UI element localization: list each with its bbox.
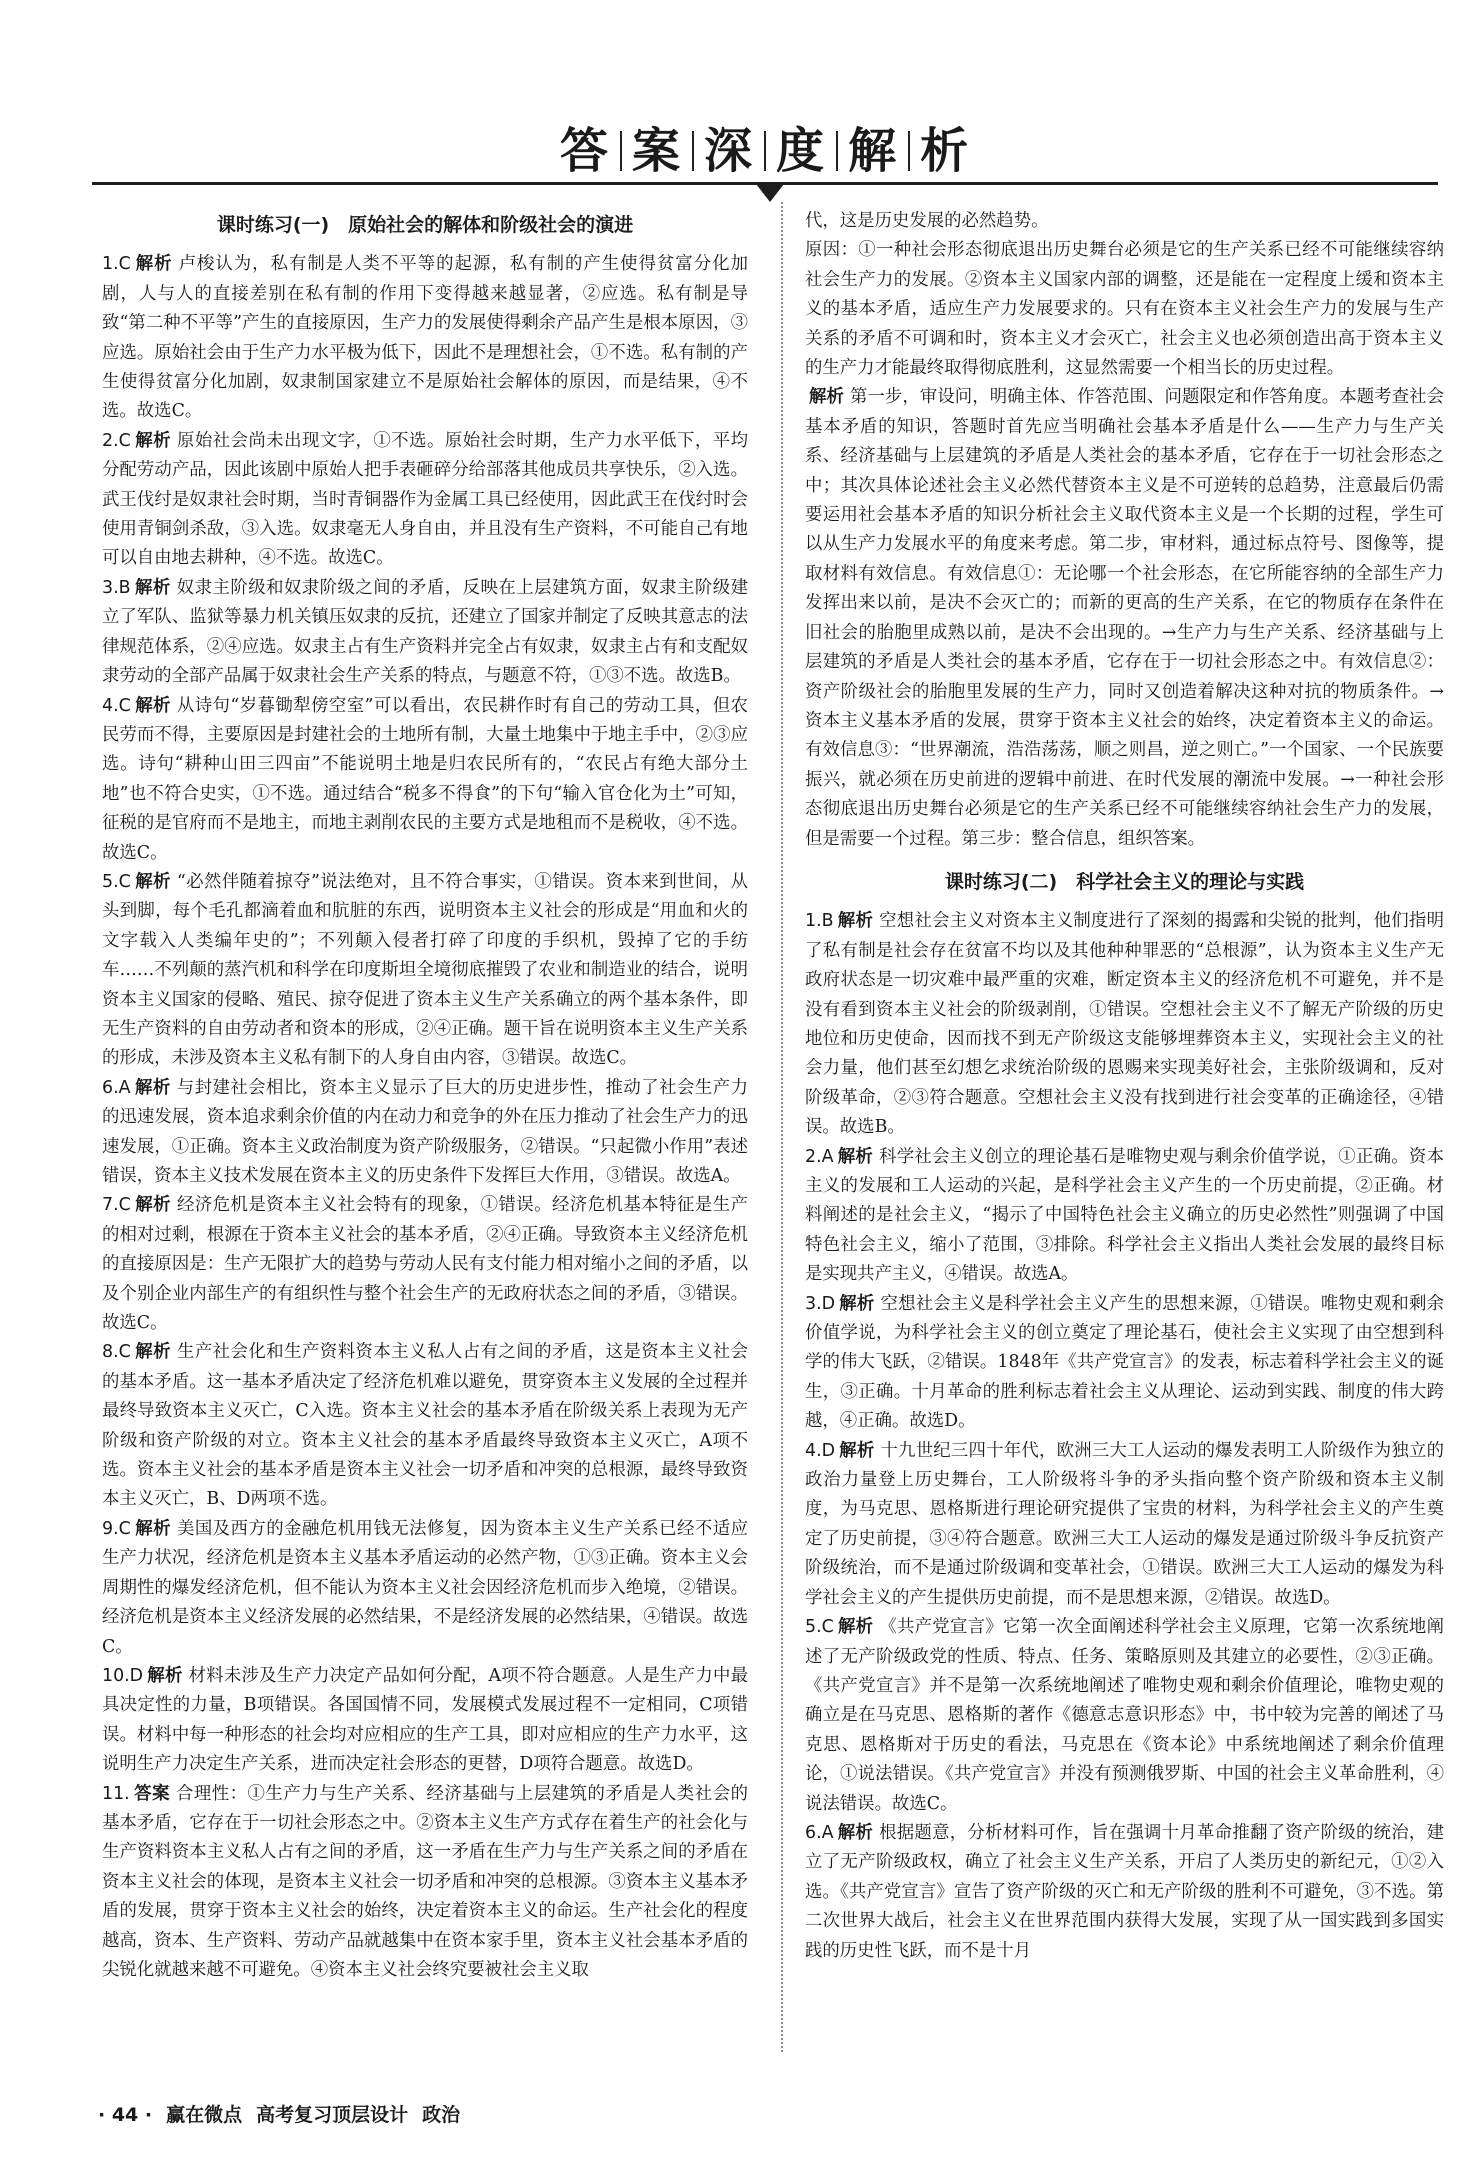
item-label: 解析 xyxy=(134,1342,171,1363)
item-number: 3.D xyxy=(805,1293,835,1314)
item-text: 生产社会化和生产资料资本主义私人占有之间的矛盾，这是资本主义社会的基本矛盾。这一基本矛盾决定了经济危机难以避免，贯穿资本主义发展的全过程并最终导致资本主义灭亡，C入选。资本主义社会的基本矛盾在阶级关系上表现为无产阶级和资产阶级的对立。资本主义社会的基本矛盾最终导致资本主义灭亡，A项不选。资本主义社会的基本矛盾是资本主义社会一切矛盾和冲突的总根源，最终导致资本主义灭亡，B、D两项不选。 xyxy=(102,1342,748,1510)
item-number: 1.B xyxy=(805,911,834,932)
item-number: 1.C xyxy=(102,254,131,275)
item-text: 与封建社会相比，资本主义显示了巨大的历史进步性，推动了社会生产力的迅速发展，资本追求剩余价值的内在动力和竞争的外在压力推动了社会生产力的迅速发展，①正确。资本主义政治制度为资产阶级服务，②错误。“只起微小作用”表述错误，资本主义技术发展在资本主义的历史条件下发挥巨大作用，③错误。故选A。 xyxy=(102,1077,748,1186)
answer-item xyxy=(805,1290,1444,1437)
item-text: 科学社会主义创立的理论基石是唯物史观与剩余价值学说，①正确。资本主义的发展和工人运动的兴起，是科学社会主义产生的一个历史前提，②正确。材料阐述的是社会主义，“揭示了中国特色社会主义确立的历史必然性”则强调了中国特色社会主义，缩小了范围，③排除。科学社会主义指出人类社会发展的最终目标是实现共产主义，④错误。故选A。 xyxy=(805,1146,1444,1285)
item-number: 10.D xyxy=(102,1665,144,1686)
title-char: 深 xyxy=(704,123,755,179)
item-label: 解析 xyxy=(838,1440,875,1461)
item-number: 6.A xyxy=(805,1822,834,1843)
page-footer xyxy=(98,2100,474,2127)
title-separator xyxy=(836,131,838,171)
item-label: 答案 xyxy=(133,1783,170,1804)
item-number: 2.C xyxy=(102,430,131,451)
item-text: 材料未涉及生产力决定产品如何分配，A项不符合题意。人是生产力中最具决定性的力量，B项错误。各国国情不同，发展模式发展过程不一定相同，C项错误。材料中每一种形态的社会均对应相应的生产工具，即对应相应的生产力水平，这说明生产力决定生产关系，进而决定社会形态的更替，D项符合题意。故选D。 xyxy=(102,1665,748,1775)
item-text: 原始社会尚未出现文字，①不选。原始社会时期，生产力水平低下，平均分配劳动产品，因此该剧中原始人把手表砸碎分给部落其他成员共享快乐，②入选。武王伐纣是奴隶社会时期，当时青铜器作为金属工具已经使用，因此武王在伐纣时会使用青铜剑杀敌，③入选。奴隶毫无人身自由，并且没有生产资料，不可能自己有地可以自由地去耕种，④不选。故选C。 xyxy=(102,430,748,569)
answer-item xyxy=(102,574,748,692)
title-char: 解 xyxy=(848,123,899,179)
item-label: 解析 xyxy=(837,1617,874,1638)
page-header xyxy=(0,0,1476,200)
item-number: 4.C xyxy=(102,695,131,716)
analysis-paragraph xyxy=(805,383,1444,854)
item-text: 《共产党宣言》它第一次全面阐述科学社会主义原理，它第一次系统地阐述了无产阶级政党的性质、特点、任务、策略原则及其建立的必要性，②③正确。《共产党宣言》并不是第一次系统地阐述了唯物史观和剩余价值理论，唯物史观的确立是在马克思、恩格斯的著作《德意志意识形态》中，书中较为完善的阐述了马克思、恩格斯对于历史的看法，马克思在《资本论》中系统地阐述了剩余价值理论，①说法错误。《共产党宣言》并没有预测俄罗斯、中国的社会主义革命胜利，④说法错误。故选C。 xyxy=(805,1617,1444,1814)
item-label: 解析 xyxy=(809,387,844,408)
answer-item xyxy=(102,250,748,426)
item-text: 空想社会主义对资本主义制度进行了深刻的揭露和尖锐的批判，他们指明了私有制是社会存在贫富不均以及其他种种罪恶的“总根源”，认为资本主义生产无政府状态是一切灾难中最严重的灾难，断定资本主义的经济危机不可避免，并不是没有看到资本主义社会的阶级剥削，①错误。空想社会主义不了解无产阶级的历史地位和历史使命，因而找不到无产阶级这支能够埋葬资本主义，实现社会主义的社会力量，他们甚至幻想乞求统治阶级的恩赐来实现美好社会，主张阶级调和，反对阶级革命，②③符合题意。空想社会主义没有找到进行社会变革的正确途径，④错误。故选B。 xyxy=(805,911,1444,1138)
answer-item xyxy=(102,868,748,1074)
item-label: 解析 xyxy=(134,871,171,892)
title-char: 答 xyxy=(560,123,611,179)
item-number: 3.B xyxy=(102,577,131,598)
item-label: 解析 xyxy=(134,1077,171,1098)
item-number: 4.D xyxy=(805,1440,835,1461)
left-column xyxy=(102,207,748,1985)
item-label: 解析 xyxy=(837,911,874,932)
item-text: 经济危机是资本主义社会特有的现象，①错误。经济危机基本特征是生产的相对过剩，根源在于资本主义社会的基本矛盾，②④正确。导致资本主义经济危机的直接原因是：生产无限扩大的趋势与劳动人民有支付能力相对缩小之间的矛盾，以及个别企业内部生产的有组织性与整个社会生产的无政府状态之间的矛盾，③错误。故选C。 xyxy=(102,1195,748,1334)
item-text: 美国及西方的金融危机用钱无法修复，因为资本主义生产关系已经不适应生产力状况，经济危机是资本主义基本矛盾运动的必然产物，①③正确。资本主义会周期性的爆发经济危机，但不能认为资本主义社会因经济危机而步入绝境，②错误。经济危机是资本主义经济发展的必然结果，不是经济发展的必然结果，④错误。故选C。 xyxy=(102,1518,748,1657)
item-text: 从诗句“岁暮锄犁傍空室”可以看出，农民耕作时有自己的劳动工具，但农民劳而不得，主要原因是封建社会的土地所有制，大量土地集中于地主手中，②③应选。诗句“耕种山田三四亩”不能说明土地是归农民所有的，“农民占有绝大部分土地”也不符合史实，①不选。通过结合“税多不得食”的下句“输入官仓化为土”可知，征税的是官府而不是地主，而地主剥削农民的主要方式是地租而不是税收，④不选。故选C。 xyxy=(102,695,748,863)
column-divider xyxy=(781,202,783,2052)
title-separator xyxy=(692,131,694,171)
answer-item xyxy=(102,1074,748,1192)
continued-paragraph: 代，这是历史发展的必然趋势。 xyxy=(805,211,1049,231)
item-label: 解析 xyxy=(134,254,173,275)
item-number: 6.A xyxy=(102,1077,131,1098)
footer-brand: 赢在微点 xyxy=(166,2104,243,2126)
footer-book-title: 高考复习顶层设计 xyxy=(256,2104,409,2126)
item-label: 解析 xyxy=(134,1518,171,1539)
item-label: 解析 xyxy=(837,1822,874,1843)
title-char: 案 xyxy=(632,123,683,179)
item-text: 根据题意，分析材料可作，旨在强调十月革命推翻了资产阶级的统治，建立了无产阶级政权，确立了社会主义生产关系，开启了人类历史的新纪元，①②入选。《共产党宣言》宣告了资产阶级的灭亡和无产阶级的胜利不可避免，③不选。第二次世界大战后，社会主义在世界范围内获得大发展，实现了从一国实践到多国实践的历史性飞跃，而不是十月 xyxy=(805,1822,1444,1961)
item-label: 解析 xyxy=(837,1146,874,1167)
title-char: 析 xyxy=(920,123,971,179)
item-label: 解析 xyxy=(134,1195,171,1216)
item-text: 十九世纪三四十年代，欧洲三大工人运动的爆发表明工人阶级作为独立的政治力量登上历史舞台，工人阶级将斗争的矛头指向整个资产阶级和资本主义制度，为马克思、恩格斯进行理论研究提供了宝贵的材料，为科学社会主义的产生奠定了历史前提，③④符合题意。欧洲三大工人运动的爆发是通过阶级斗争反抗资产阶级统治，而不是通过阶级调和变革社会，①错误。欧洲三大工人运动的爆发为科学社会主义的产生提供历史前提，而不是思想来源，②错误。故选D。 xyxy=(805,1440,1444,1608)
page-title xyxy=(560,112,970,181)
item-number: 7.C xyxy=(102,1195,131,1216)
item-number: 11. xyxy=(102,1783,130,1804)
item-number: 5.C xyxy=(102,871,131,892)
title-separator xyxy=(908,131,910,171)
item-text: “必然伴随着掠夺”说法绝对，且不符合事实，①错误。资本来到世间，从头到脚，每个毛孔都滴着血和肮脏的东西，说明资本主义社会的形成是“用血和火的文字载入人类编年史的”；不列颠入侵者打碎了印度的手织机，毁掉了它的手纺车……不列颠的蒸汽机和科学在印度斯坦全境彻底摧毁了农业和制造业的结合，说明资本主义国家的侵略、殖民、掠夺促进了资本主义生产关系确立的两个基本条件，即无生产资料的自由劳动者和资本的形成，②④正确。题干旨在说明资本主义生产关系的形成，未涉及资本主义私有制下的人身自由内容，③错误。故选C。 xyxy=(102,871,748,1069)
item-number: 8.C xyxy=(102,1342,131,1363)
title-separator xyxy=(764,131,766,171)
item-text: 奴隶主阶级和奴隶阶级之间的矛盾，反映在上层建筑方面，奴隶主阶级建立了军队、监狱等暴力机关镇压奴隶的反抗，还建立了国家并制定了反映其意志的法律规范体系，②④应选。奴隶主占有生产资料并完全占有奴隶，奴隶主占有和支配奴隶劳动的全部产品属于奴隶社会生产关系的特点，与题意不符，①③不选。故选B。 xyxy=(102,577,748,687)
answer-item xyxy=(102,1515,748,1662)
title-char: 度 xyxy=(776,123,827,179)
section-title: 课时练习(一) 原始社会的解体和阶级社会的演进 xyxy=(216,214,634,236)
item-number: 5.C xyxy=(805,1617,834,1638)
answer-item xyxy=(102,427,748,574)
item-text: 卢梭认为，私有制是人类不平等的起源，私有制的产生使得贫富分化加剧，人与人的直接差别在私有制的作用下变得越来越显著，②应选。私有制是导致“第二种不平等”产生的直接原因，生产力的发展使得剩余产品产生是根本原因，③应选。原始社会由于生产力水平极为低下，因此不是理想社会，①不选。私有制的产生使得贫富分化加剧，奴隶制国家建立不是原始社会解体的原因，而是结果，④不选。故选C。 xyxy=(102,254,748,422)
item-text: 空想社会主义是科学社会主义产生的思想来源，①错误。唯物史观和剩余价值学说，为科学社会主义的创立奠定了理论基石，使社会主义实现了由空想到科学的伟大飞跃，②错误。1848年《共产党宣言》的发表，标志着科学社会主义的诞生，③正确。十月革命的胜利标志着社会主义从理论、运动到实践、制度的伟大跨越，④正确。故选D。 xyxy=(805,1293,1444,1432)
answer-item xyxy=(102,1338,748,1514)
answer-item xyxy=(805,1437,1444,1613)
answer-item xyxy=(102,1780,748,1986)
answer-item xyxy=(102,1191,748,1338)
item-number: 9.C xyxy=(102,1518,131,1539)
item-label: 解析 xyxy=(147,1665,183,1686)
answer-item xyxy=(102,692,748,868)
item-label: 解析 xyxy=(134,430,171,451)
answer-item xyxy=(805,1613,1444,1819)
continued-paragraph: 原因：①一种社会形态彻底退出历史舞台必须是它的生产关系已经不可能继续容纳社会生产力的发展。②资本主义国家内部的调整，还是能在一定程度上缓和资本主义的基本矛盾，适应生产力发展要求的。只有在资本主义社会生产力的发展与生产关系的矛盾不可调和时，资本主义才会灭亡，社会主义也必须创造出高于资本主义的生产力才能最终取得彻底胜利，这显然需要一个相当长的历史过程。 xyxy=(805,240,1444,379)
answer-item xyxy=(805,1143,1444,1290)
footer-subject: 政治 xyxy=(422,2104,461,2126)
item-label: 解析 xyxy=(134,577,171,598)
item-label: 解析 xyxy=(134,695,171,716)
item-label: 解析 xyxy=(838,1293,875,1314)
item-number: 2.A xyxy=(805,1146,834,1167)
item-text: 第一步，审设问，明确主体、作答范围、问题限定和作答角度。本题考查社会基本矛盾的知识，答题时首先应当明确社会基本矛盾是什么——生产力与生产关系、经济基础与上层建筑的矛盾是人类社会的基本矛盾，它存在于一切社会形态之中；其次具体论述社会主义必然代替资本主义是不可逆转的总趋势，注意最后仍需要运用社会基本矛盾的知识分析社会主义取代资本主义是一个长期的过程，学生可以从生产力发展水平的角度来考虑。第二步，审材料，通过标点符号、图像等，提取材料有效信息。有效信息①：无论哪一个社会形态，在它所能容纳的全部生产力发挥出来以前，是决不会灭亡的；而新的更高的生产关系，在它的物质存在条件在旧社会的胎胞里成熟以前，是决不会出现的。→生产力与生产关系、经济基础与上层建筑的矛盾是人类社会的基本矛盾，它存在于一切社会形态之中。有效信息②：资产阶级社会的胎胞里发展的生产力，同时又创造着解决这种对抗的物质条件。→资本主义基本矛盾的发展，贯穿于资本主义社会的始终，决定着资本主义的命运。有效信息③：“世界潮流，浩浩荡荡，顺之则昌，逆之则亡。”一个国家、一个民族要振兴，就必须在历史前进的逻辑中前进、在时代发展的潮流中发展。→一种社会形态彻底退出历史舞台必须是它的生产关系已经不可能继续容纳社会生产力的发展，但是需要一个过程。第三步：整合信息，组织答案。 xyxy=(805,387,1444,849)
right-column xyxy=(805,207,1444,1966)
answer-item xyxy=(805,1819,1444,1966)
title-separator xyxy=(620,131,622,171)
item-text: 合理性：①生产力与生产关系、经济基础与上层建筑的矛盾是人类社会的基本矛盾，它存在于一切社会形态之中。②资本主义生产方式存在着生产的社会化与生产资料资本主义私人占有之间的矛盾，这一矛盾在生产力与生产关系之间的矛盾在资本主义社会的体现，是资本主义社会一切矛盾和冲突的总根源。③资本主义基本矛盾的发展，贯穿于资本主义社会的始终，决定着资本主义的命运。生产社会化的程度越高，资本、生产资料、劳动产品就越集中在资本家手里，资本主义社会基本矛盾的尖锐化就越来越不可避免。④资本主义社会终究要被社会主义取 xyxy=(102,1783,748,1980)
answer-item xyxy=(805,907,1444,1142)
section-title: 课时练习(二) 科学社会主义的理论与实践 xyxy=(944,870,1305,893)
answer-item xyxy=(102,1662,748,1780)
header-triangle-icon xyxy=(756,184,784,202)
page-number: · 44 · xyxy=(98,2104,153,2126)
